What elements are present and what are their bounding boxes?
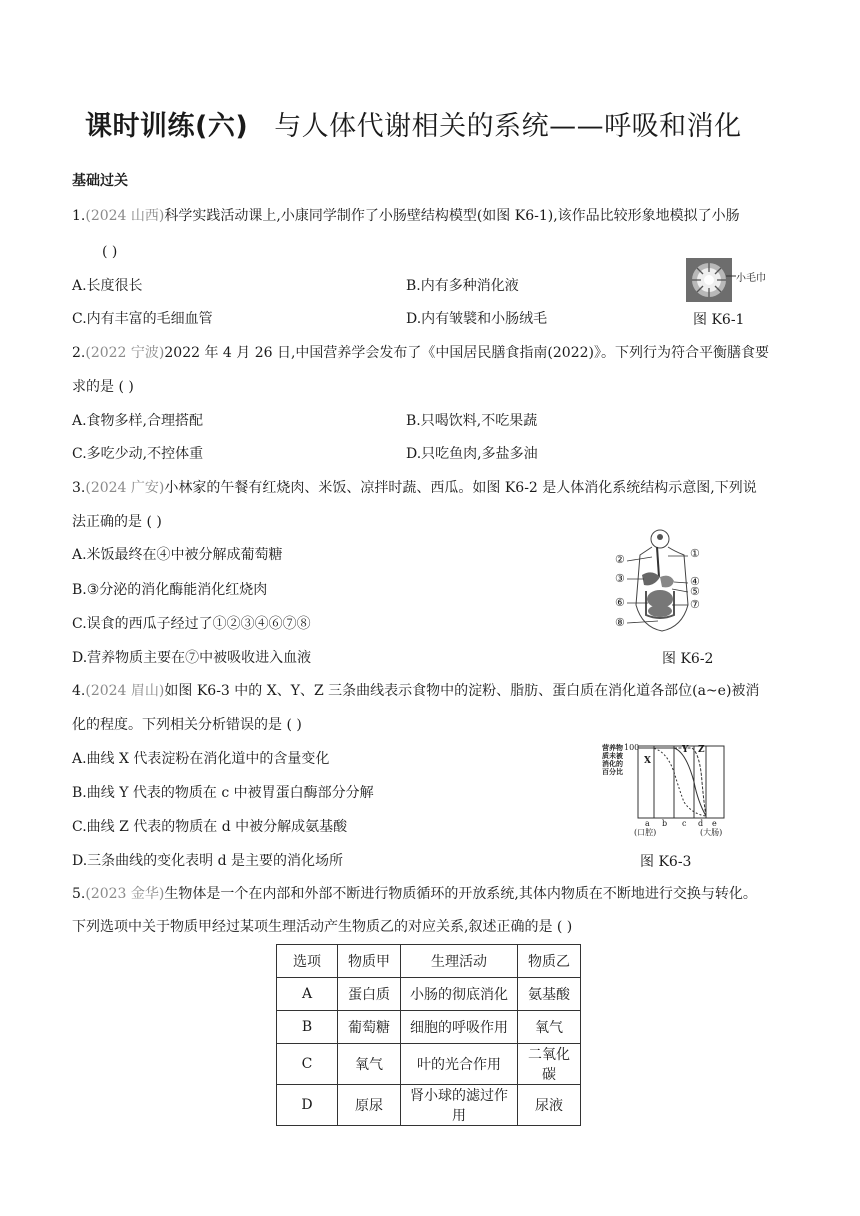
q4-series-y: Y [682, 745, 689, 755]
q2-number: 2. [72, 345, 86, 361]
figure-k6-3 [602, 742, 728, 837]
q4-chart-ytick: 100 [624, 743, 640, 752]
q4-xtick-b: b [662, 819, 668, 828]
q3-caption: 图 K6-2 [662, 651, 714, 667]
q1-answer-paren: ( ) [102, 244, 118, 260]
table-cell: 细胞的呼吸作用 [401, 1011, 518, 1044]
q4-xnote-left: (口腔) [634, 828, 657, 837]
table-row [277, 1085, 581, 1126]
title-sub: 与人体代谢相关的系统——呼吸和消化 [274, 111, 742, 142]
table-header-cell: 物质乙 [518, 945, 581, 978]
q2-source: (2022 宁波) [85, 345, 165, 361]
q4-chart-ylabel: 营养物质未被消化的百分比 [602, 744, 623, 776]
q4-stem [72, 681, 759, 701]
table-cell: B [277, 1011, 338, 1044]
q4-xtick-c: c [682, 819, 687, 828]
table-cell: 蛋白质 [338, 978, 401, 1011]
q2-option-c: C.多吃少动,不控体重 [72, 446, 204, 462]
q3-option-c: C.误食的西瓜子经过了①②③④⑥⑦⑧ [72, 616, 311, 632]
table-cell: 小肠的彻底消化 [401, 978, 518, 1011]
table-header-row [277, 945, 581, 978]
q4-caption: 图 K6-3 [640, 854, 692, 870]
q4-option-b: B.曲线 Y 代表的物质在 c 中被胃蛋白酶部分分解 [72, 785, 374, 801]
q4-option-c: C.曲线 Z 代表的物质在 d 中被分解成氨基酸 [72, 819, 348, 835]
q1-caption: 图 K6-1 [693, 312, 745, 328]
q4-option-d: D.三条曲线的变化表明 d 是主要的消化场所 [72, 853, 344, 869]
table-row [277, 978, 581, 1011]
q3-figure-label-6: ⑥ [615, 596, 625, 609]
q4-text: 如图 K6-3 中的 X、Y、Z 三条曲线表示食物中的淀粉、脂肪、蛋白质在消化道各部位(a~e)被消 [164, 683, 760, 699]
q3-figure-label-3: ③ [615, 572, 625, 585]
q3-figure-label-1: ① [690, 547, 700, 560]
table-header-cell: 物质甲 [338, 945, 401, 978]
q4-xnote-right: (大肠) [700, 828, 723, 837]
q3-source: (2024 广安) [85, 480, 165, 496]
q1-source: (2024 山西) [85, 208, 165, 224]
table-cell: 原尿 [338, 1085, 401, 1126]
q3-option-b: B.③分泌的消化酶能消化红烧肉 [72, 582, 268, 598]
table-cell: A [277, 978, 338, 1011]
q5-table [276, 944, 581, 1126]
table-row [277, 1011, 581, 1044]
q2-stem [72, 343, 769, 363]
q3-figure-label-2: ② [615, 553, 625, 566]
q1-stem [72, 206, 740, 226]
q2-option-b: B.只喝饮料,不吃果蔬 [406, 413, 538, 429]
q3-stem [72, 478, 757, 498]
q4-series-z: Z [698, 745, 705, 755]
table-cell: 氧气 [518, 1011, 581, 1044]
q5-stem-line2: 下列选项中关于物质甲经过某项生理活动产生物质乙的对应关系,叙述正确的是 ( ) [72, 919, 573, 935]
q2-stem-line2: 求的是 ( ) [72, 379, 134, 395]
q4-number: 4. [72, 683, 86, 699]
title-main: 课时训练(六) [85, 111, 249, 142]
figure-k6-1 [686, 258, 778, 302]
q3-figure-label-7: ⑦ [690, 598, 700, 611]
figure-k6-2 [612, 527, 712, 633]
table-cell: 尿液 [518, 1085, 581, 1126]
q3-figure-label-4: ④ [690, 575, 700, 588]
q5-stem [72, 884, 757, 904]
q4-xtick-d: d [698, 819, 704, 828]
q4-series-x: X [644, 756, 651, 766]
table-cell: 氨基酸 [518, 978, 581, 1011]
q4-option-a: A.曲线 X 代表淀粉在消化道中的含量变化 [72, 751, 330, 767]
table-cell: D [277, 1085, 338, 1126]
q3-figure-label-5: ⑤ [690, 585, 700, 598]
q3-option-a: A.米饭最终在④中被分解成葡萄糖 [72, 547, 283, 563]
q1-text: 科学实践活动课上,小康同学制作了小肠壁结构模型(如图 K6-1),该作品比较形象地模拟了小肠 [164, 208, 740, 224]
q2-text: 2022 年 4 月 26 日,中国营养学会发布了《中国居民膳食指南(2022)》。下列行为符合平衡膳食要 [164, 345, 769, 361]
table-cell: 二氧化碳 [518, 1044, 581, 1085]
q1-figure-label: 小毛巾 [736, 273, 766, 284]
q4-stem-line2: 化的程度。下列相关分析错误的是 ( ) [72, 717, 302, 733]
q3-option-d: D.营养物质主要在⑦中被吸收进入血液 [72, 650, 312, 666]
table-cell: 叶的光合作用 [401, 1044, 518, 1085]
table-header-cell: 选项 [277, 945, 338, 978]
q3-figure-label-8: ⑧ [615, 616, 625, 629]
q1-option-d: D.内有皱襞和小肠绒毛 [406, 311, 548, 327]
table-cell: C [277, 1044, 338, 1085]
q3-stem-line2: 法正确的是 ( ) [72, 514, 162, 530]
q5-number: 5. [72, 886, 86, 902]
q4-source: (2024 眉山) [85, 683, 165, 699]
q5-source: (2023 金华) [85, 886, 165, 902]
q3-number: 3. [72, 480, 86, 496]
q5-text: 生物体是一个在内部和外部不断进行物质循环的开放系统,其体内物质在不断地进行交换与转化。 [164, 886, 757, 902]
table-header-cell: 生理活动 [401, 945, 518, 978]
q4-xtick-e: e [712, 819, 717, 828]
q3-text: 小林家的午餐有红烧肉、米饭、凉拌时蔬、西瓜。如图 K6-2 是人体消化系统结构示意图,下列说 [164, 480, 757, 496]
q2-option-d: D.只吃鱼肉,多盐多油 [406, 446, 538, 462]
table-cell: 葡萄糖 [338, 1011, 401, 1044]
q2-option-a: A.食物多样,合理搭配 [72, 413, 204, 429]
table-cell: 肾小球的滤过作用 [401, 1085, 518, 1126]
section-heading: 基础过关 [72, 173, 128, 189]
page-title [85, 104, 742, 143]
table-row [277, 1044, 581, 1085]
q1-option-b: B.内有多种消化液 [406, 278, 519, 294]
q4-xtick-a: a [645, 819, 650, 828]
q1-number: 1. [72, 208, 86, 224]
table-cell: 氧气 [338, 1044, 401, 1085]
q1-option-c: C.内有丰富的毛细血管 [72, 311, 213, 327]
q1-option-a: A.长度很长 [72, 278, 143, 294]
